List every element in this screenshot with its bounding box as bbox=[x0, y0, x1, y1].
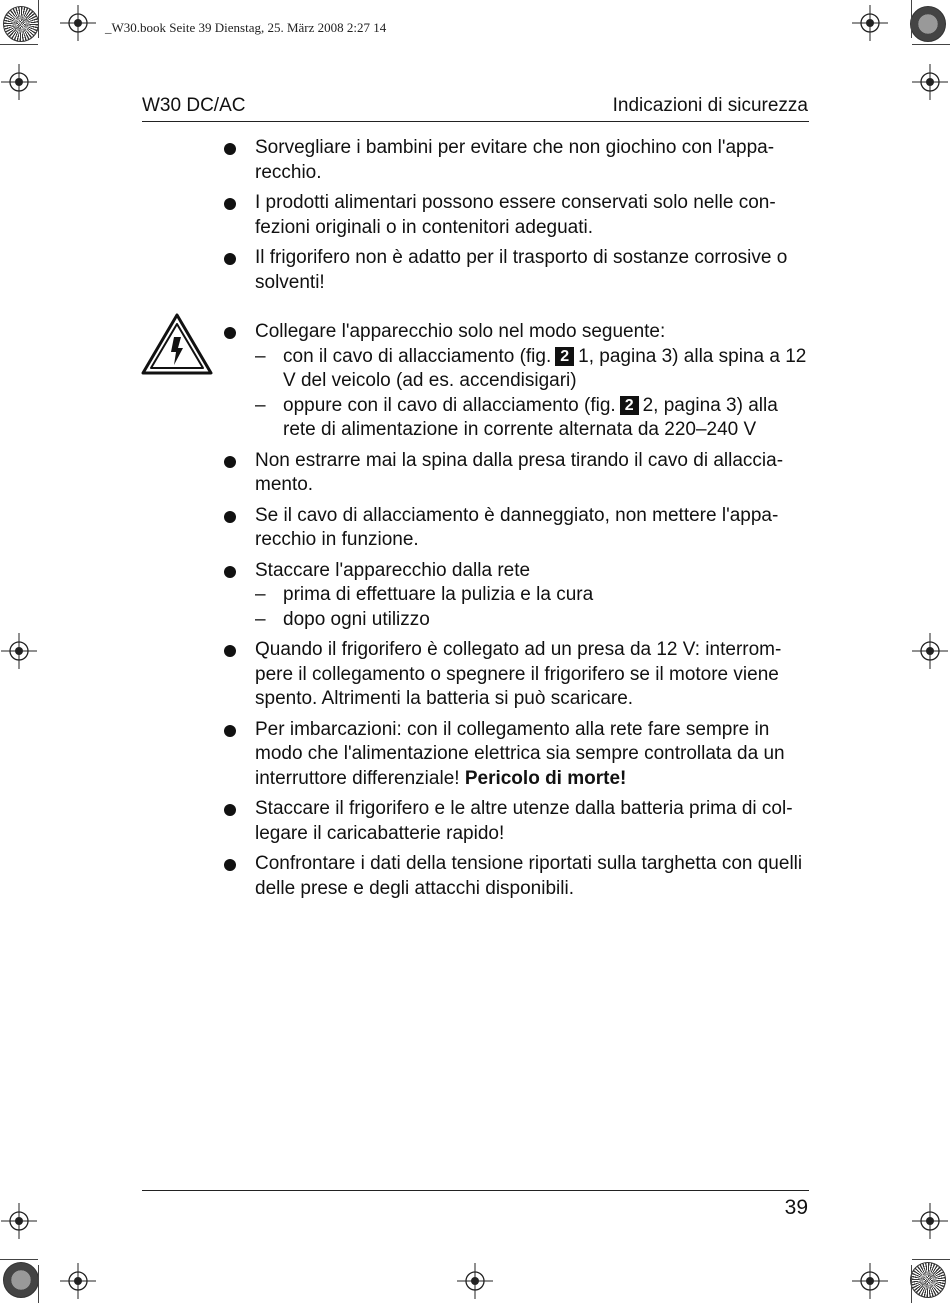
item-text: Se il cavo di allacciamento è danneggiato, non mettere l'appa-recchio in funzione. bbox=[255, 504, 779, 550]
item-text: Per imbarcazioni: con il collegamento alla rete fare sempre in modo che l'alimentazione elettrica sia sempre controllata da un interruttore differenziale! bbox=[255, 718, 785, 789]
list-item bbox=[224, 136, 814, 185]
crosshair-mark bbox=[852, 5, 888, 41]
crosshair-mark bbox=[852, 1263, 888, 1299]
crosshair-mark bbox=[912, 633, 948, 669]
crosshair-mark bbox=[60, 5, 96, 41]
electric-hazard-warning-icon bbox=[141, 313, 213, 375]
item-text: Il frigorifero non è adatto per il trasporto di sostanze corrosive o solventi! bbox=[255, 247, 788, 293]
list-item bbox=[224, 246, 814, 295]
list-item bbox=[224, 449, 814, 498]
list-item bbox=[224, 559, 814, 633]
bullet-icon bbox=[224, 327, 236, 339]
sub-item bbox=[255, 583, 814, 608]
dash-icon: – bbox=[255, 394, 266, 416]
list-item bbox=[224, 320, 814, 443]
dash-icon: – bbox=[255, 345, 266, 367]
sub-item-text: 1, pagina 3) alla spina a 12 V del veicolo (ad es. accendisigari) bbox=[283, 345, 807, 391]
sub-item-text: 2, pagina 3) alla rete di alimentazione in corrente alternata da 220–240 V bbox=[283, 394, 778, 440]
item-text: Sorvegliare i bambini per evitare che non giochino con l'appa-recchio. bbox=[255, 137, 775, 183]
crop-line bbox=[911, 1265, 912, 1303]
item-text: I prodotti alimentari possono essere conservati solo nelle con-fezioni originali o in contenitori adeguati. bbox=[255, 192, 776, 238]
crosshair-mark bbox=[1, 1203, 37, 1239]
item-text: Confrontare i dati della tensione riportati sulla targhetta con quelli delle prese e degli attacchi disponibili. bbox=[255, 853, 803, 899]
crosshair-mark bbox=[1, 64, 37, 100]
bullet-icon bbox=[224, 143, 236, 155]
crop-line bbox=[38, 0, 39, 38]
item-text: Non estrarre mai la spina dalla presa tirando il cavo di allaccia-mento. bbox=[255, 449, 784, 495]
crosshair-mark bbox=[912, 64, 948, 100]
crop-line bbox=[38, 1265, 39, 1303]
header-section-title: Indicazioni di sicurezza bbox=[612, 95, 808, 116]
header-product: W30 DC/AC bbox=[142, 95, 246, 116]
sub-item bbox=[255, 345, 814, 394]
bullet-icon bbox=[224, 511, 236, 523]
crop-line bbox=[0, 44, 38, 45]
danger-warning-text: Pericolo di morte! bbox=[464, 767, 627, 789]
crosshair-mark bbox=[457, 1263, 493, 1299]
sub-item-text: oppure con il cavo di allacciamento (fig. bbox=[283, 394, 616, 416]
crop-line bbox=[0, 1259, 38, 1260]
registration-rosette bbox=[3, 6, 39, 42]
print-info: _W30.book Seite 39 Dienstag, 25. März 2008 2:27 14 bbox=[105, 20, 387, 35]
registration-rosette bbox=[910, 1262, 946, 1298]
list-item bbox=[224, 504, 814, 553]
dash-icon: – bbox=[255, 608, 266, 630]
page-number: 39 bbox=[784, 1196, 808, 1219]
sub-item-text: con il cavo di allacciamento (fig. bbox=[283, 345, 552, 367]
dash-icon: – bbox=[255, 584, 266, 605]
crosshair-mark bbox=[60, 1263, 96, 1299]
list-item bbox=[224, 718, 814, 792]
crop-line bbox=[912, 1259, 950, 1260]
crop-line bbox=[912, 44, 950, 45]
crosshair-mark bbox=[912, 1203, 948, 1239]
item-text: Quando il frigorifero è collegato ad un presa da 12 V: interrom-pere il collegamento o spegnere il frigorifero se il motore viene spento. Altrimenti la batteria si può scaricare. bbox=[255, 639, 782, 709]
sub-item bbox=[255, 394, 814, 443]
list-item bbox=[224, 852, 814, 901]
figure-reference-badge: 2 bbox=[620, 396, 639, 415]
bullet-icon bbox=[224, 804, 236, 816]
figure-reference-badge: 2 bbox=[555, 347, 574, 366]
header-rule bbox=[142, 121, 809, 122]
sub-item-text: dopo ogni utilizzo bbox=[283, 608, 430, 630]
bullet-icon bbox=[224, 725, 236, 737]
bullet-icon bbox=[224, 198, 236, 210]
bullet-icon bbox=[224, 859, 236, 871]
crosshair-mark bbox=[1, 633, 37, 669]
bullet-icon bbox=[224, 645, 236, 657]
registration-rosette bbox=[3, 1262, 39, 1298]
list-item bbox=[224, 797, 814, 846]
bullet-icon bbox=[224, 253, 236, 265]
safety-instructions-list bbox=[224, 136, 814, 907]
sub-item bbox=[255, 608, 814, 633]
footer-rule bbox=[142, 1190, 809, 1191]
sub-item-text: prima di effettuare la pulizia e la cura bbox=[283, 584, 594, 605]
registration-rosette bbox=[910, 6, 946, 42]
bullet-icon bbox=[224, 456, 236, 468]
bullet-icon bbox=[224, 566, 236, 578]
item-text: Collegare l'apparecchio solo nel modo seguente: bbox=[255, 321, 666, 342]
item-text: Staccare l'apparecchio dalla rete bbox=[255, 559, 531, 581]
crop-line bbox=[911, 0, 912, 38]
item-text: Staccare il frigorifero e le altre utenze dalla batteria prima di col-legare il caricabatterie rapido! bbox=[255, 798, 793, 844]
list-item bbox=[224, 191, 814, 240]
list-item bbox=[224, 638, 814, 712]
